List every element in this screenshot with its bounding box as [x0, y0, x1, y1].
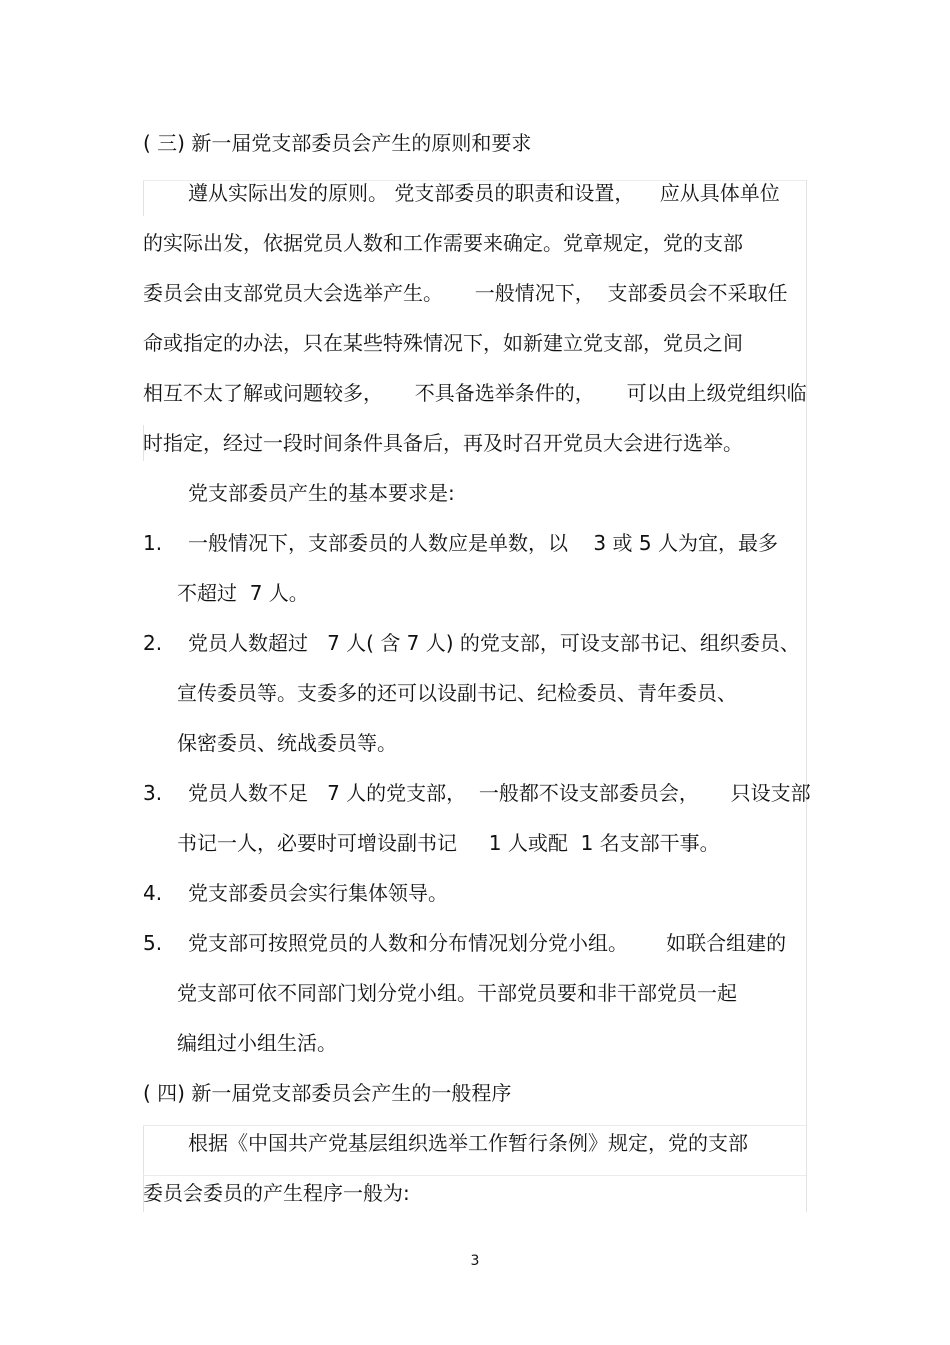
list-item-continuation — [0, 980, 950, 1028]
list-item-continuation — [0, 680, 950, 728]
paragraph-text: 遵从实际出发的原则。 党支部委员的职责和设置， 应从具体单位 — [188, 181, 780, 205]
list-number: 5. — [143, 931, 163, 955]
list-item-continuation — [0, 830, 950, 878]
list-number: 2. — [143, 631, 163, 655]
list-text: 党支部委员会实行集体领导。 — [188, 881, 448, 905]
paragraph-text: 委员会委员的产生程序一般为: — [143, 1181, 410, 1205]
paragraph-text: 命或指定的办法，只在某些特殊情况下，如新建立党支部，党员之间 — [143, 331, 743, 355]
list-item-continuation — [0, 730, 950, 778]
paragraph-line — [0, 230, 950, 278]
paragraph-line — [0, 280, 950, 328]
paragraph-text: 委员会由支部党员大会选举产生。 一般情况下， 支部委员会不采取任 — [143, 281, 788, 305]
paragraph-line — [0, 1180, 950, 1228]
list-text: 一般情况下，支部委员的人数应是单数，以 3 或 5 人为宜，最多 — [188, 531, 778, 555]
list-text: 党支部可依不同部门划分党小组。干部党员要和非干部党员一起 — [177, 981, 737, 1005]
paragraph-line — [0, 180, 950, 228]
list-text: 编组过小组生活。 — [177, 1031, 337, 1055]
paragraph-text: 党支部委员产生的基本要求是: — [188, 481, 455, 505]
paragraph-text: 根据《中国共产党基层组织选举工作暂行条例》规定，党的支部 — [188, 1131, 748, 1155]
list-number: 4. — [143, 881, 163, 905]
paragraph-text: 时指定，经过一段时间条件具备后，再及时召开党员大会进行选举。 — [143, 431, 743, 455]
list-text: 党支部可按照党员的人数和分布情况划分党小组。 如联合组建的 — [188, 931, 787, 955]
paragraph-text: 相互不太了解或问题较多， 不具备选举条件的， 可以由上级党组织临 — [143, 381, 807, 405]
paragraph-line — [0, 1130, 950, 1178]
list-number: 1. — [143, 531, 163, 555]
list-text: 不超过 7 人。 — [177, 581, 309, 605]
list-item — [0, 630, 950, 678]
list-text: 保密委员、统战委员等。 — [177, 731, 397, 755]
list-item — [0, 930, 950, 978]
section-heading — [0, 1080, 950, 1128]
list-text: 书记一人，必要时可增设副书记 1 人或配 1 名支部干事。 — [177, 831, 720, 855]
paragraph-text: 的实际出发，依据党员人数和工作需要来确定。党章规定，党的支部 — [143, 231, 743, 255]
list-item-continuation — [0, 580, 950, 628]
paragraph-line — [0, 430, 950, 478]
paragraph-line — [0, 480, 950, 528]
list-number: 3. — [143, 781, 163, 805]
list-item-continuation — [0, 1030, 950, 1078]
list-text: 宣传委员等。支委多的还可以设副书记、纪检委员、青年委员、 — [177, 681, 737, 705]
list-item — [0, 530, 950, 578]
paragraph-line — [0, 330, 950, 378]
heading-text: ( 三) 新一届党支部委员会产生的原则和要求 — [143, 131, 532, 155]
section-heading — [0, 130, 950, 178]
list-item — [0, 780, 950, 828]
page-number: 3 — [470, 1253, 480, 1269]
list-text: 党员人数不足 7 人的党支部， 一般都不设支部委员会， 只设支部 — [188, 781, 811, 805]
list-item — [0, 880, 950, 928]
list-text: 党员人数超过 7 人( 含 7 人) 的党支部，可设支部书记、组织委员、 — [188, 631, 800, 655]
paragraph-line — [0, 380, 950, 428]
heading-text: ( 四) 新一届党支部委员会产生的一般程序 — [143, 1081, 512, 1105]
